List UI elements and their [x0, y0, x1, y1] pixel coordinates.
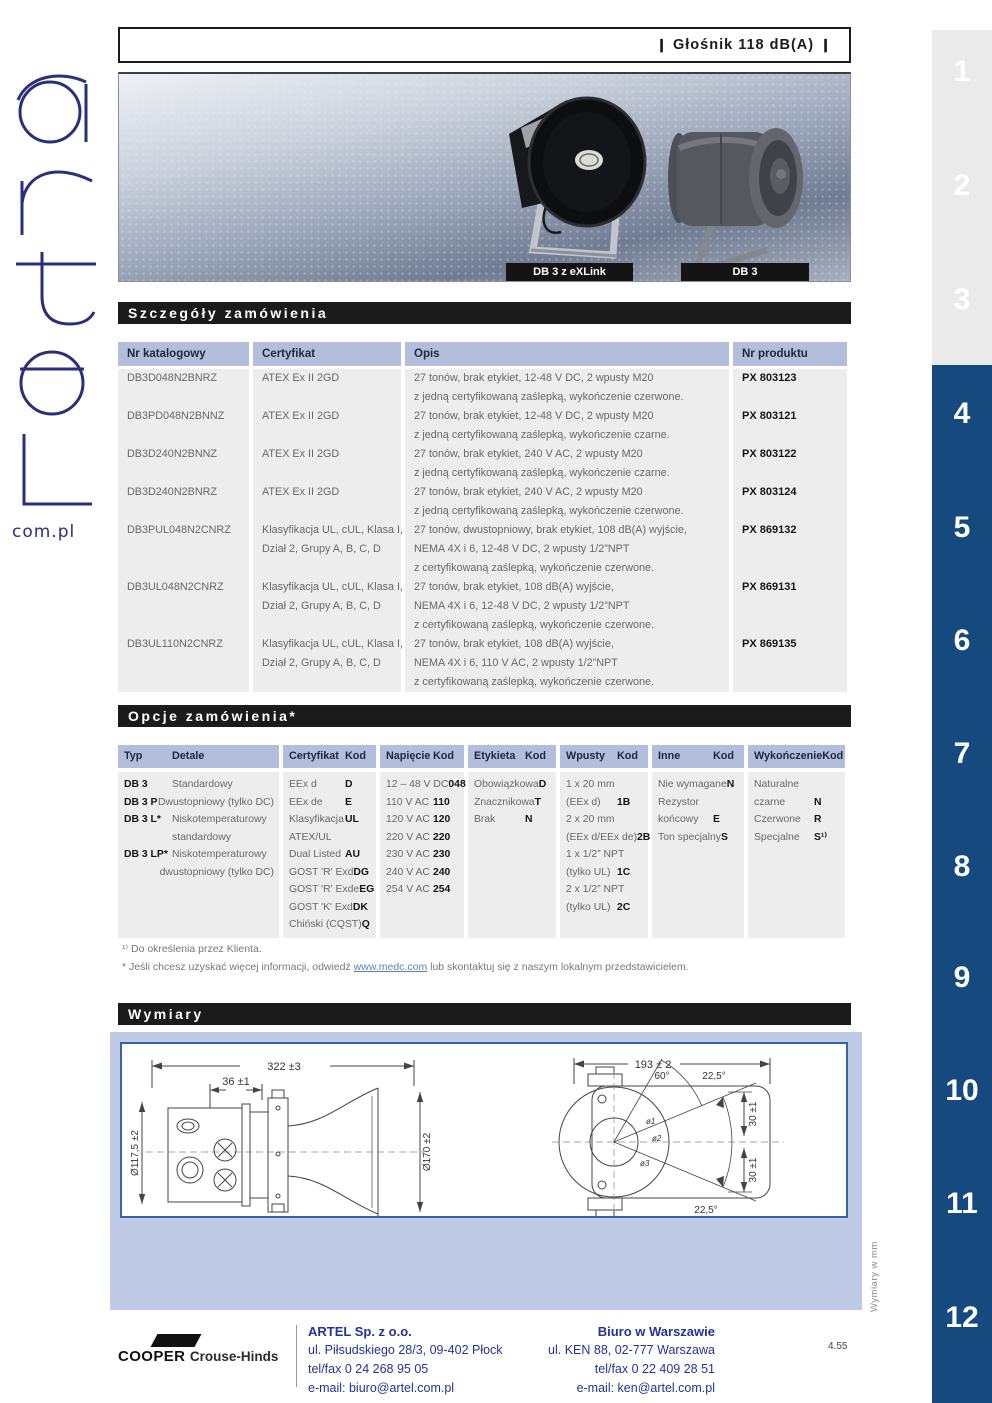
tab-9[interactable]: 9	[953, 961, 971, 994]
catalog-header-cert: Certyfikat	[253, 342, 401, 366]
table-row: DB3D240N2BNNZ	[127, 448, 218, 460]
section-header-options: Opcje zamówienia*	[118, 705, 851, 727]
office-address: ul. KEN 88, 02-777 Warszawa	[548, 1343, 715, 1357]
crouse-hinds-wordmark: Crouse-Hinds	[189, 1349, 279, 1364]
options-header: Wykończenie	[754, 750, 823, 762]
table-row: DB3PUL048N2CNRZ	[127, 524, 231, 536]
table-row: Klasyfikacja UL, cUL, Klasa I, Dział 2, Grupy A, B, C, D	[262, 581, 404, 612]
options-header: Kod	[525, 750, 546, 762]
dim-o1: ø1	[646, 1117, 656, 1126]
dim-117: Ø117,5 ±2	[130, 1130, 141, 1176]
table-row: 27 tonów, brak etykiet, 108 dB(A) wyjście, NEMA 4X i 6, 12-48 V DC, 2 wpusty 1/2”NPT z certyfikowaną zaślepką, wykończenie czerwone.	[414, 581, 655, 631]
table-row: PX 869135	[742, 638, 797, 650]
dim-193: 193 ± 2	[634, 1059, 672, 1071]
options-group-inne: Inne Kod Nie wymagane N Rezystor końcowy E Ton specjalny S	[652, 745, 744, 938]
options-header: Certyfikat	[289, 750, 339, 762]
office-email: e-mail: ken@artel.com.pl	[576, 1381, 715, 1395]
table-row: PX 803124	[742, 486, 797, 498]
technical-drawing-icon	[122, 1044, 846, 1216]
footnote-2-pre: * Jeśli chcesz uzyskać więcej informacji, odwiedź	[122, 961, 354, 973]
catalog-col-px	[733, 342, 847, 692]
catalog-col-opis	[405, 342, 729, 692]
table-row: ATEX Ex II 2GD	[262, 486, 340, 498]
catalog-header-nr: Nr katalogowy	[118, 342, 249, 366]
options-table	[118, 745, 851, 938]
options-header: Kod	[713, 750, 734, 762]
tab-12[interactable]: 12	[945, 1301, 979, 1334]
table-row: Klasyfikacja UL, cUL, Klasa I, Dział 2, Grupy A, B, C, D	[262, 524, 404, 555]
options-group-napiecie: Napięcie Kod 12 – 48 V DC 048 110 V AC 110 120 V AC 120 220 V AC 220 230 V AC 230 240 V AC 240 254 V AC 254	[380, 745, 464, 938]
cooper-crouse-hinds-logo	[118, 1334, 288, 1366]
table-row: PX 803123	[742, 372, 797, 384]
tab-10[interactable]: 10	[945, 1074, 979, 1107]
catalog-header-px: Nr produktu	[733, 342, 847, 366]
table-row: PX 803122	[742, 448, 797, 460]
footnote-1: ¹⁾ Do określenia przez Klienta.	[122, 943, 262, 955]
table-row: PX 869132	[742, 524, 797, 536]
options-header: Detale	[172, 750, 205, 762]
title-box	[118, 27, 851, 63]
options-header: Napięcie	[386, 750, 431, 762]
section-header-ordering: Szczegóły zamówienia	[118, 302, 851, 324]
tab-4-active[interactable]: 4	[953, 397, 971, 430]
table-row: Klasyfikacja UL, cUL, Klasa I, Dział 2, Grupy A, B, C, D	[262, 638, 404, 669]
product-label-db3: DB 3	[681, 263, 809, 281]
tab-2[interactable]: 2	[953, 169, 971, 202]
options-header: Wpusty	[566, 750, 605, 762]
office-name: ARTEL Sp. z o.o.	[308, 1324, 412, 1339]
options-group-etykieta: Etykieta Kod Obowiązkowa D Znacznikowa T Brak N	[468, 745, 556, 938]
dim-30-top: 30 ±1	[748, 1101, 759, 1127]
dim-angle-225-top: 22,5°	[702, 1071, 726, 1082]
office-phone: tel/fax 0 24 268 95 05	[308, 1362, 429, 1376]
tab-5[interactable]: 5	[953, 511, 971, 544]
dim-o2: ø2	[652, 1134, 662, 1143]
options-header: Inne	[658, 750, 681, 762]
footnote-2-post: lub skontaktuj się z naszym lokalnym przedstawicielem.	[427, 961, 689, 973]
cooper-flag-icon	[151, 1334, 202, 1347]
office-name: Biuro w Warszawie	[597, 1324, 715, 1339]
table-row: DB3D048N2BNRZ	[127, 372, 218, 384]
section-header-dimensions: Wymiary	[118, 1003, 851, 1025]
medc-link[interactable]: www.medc.com	[353, 961, 428, 973]
table-row: ATEX Ex II 2GD	[262, 372, 340, 384]
footer-office-warszawa	[470, 1322, 715, 1398]
catalog-col-nr	[118, 342, 249, 692]
options-group-wpusty: Wpusty Kod 1 x 20 mm (EEx d) 1B 2 x 20 mm (EEx d/EEx de) 2B 1 x 1/2” NPT (tylko UL) 1C 2 x 1/2” NPT (tylko UL) 2C	[560, 745, 648, 938]
speakers-photo-icon	[119, 74, 850, 280]
dimensions-panel	[110, 1032, 862, 1310]
office-email: e-mail: biuro@artel.com.pl	[308, 1381, 455, 1395]
footnote-2	[122, 961, 689, 973]
dim-322: 322 ±3	[267, 1061, 301, 1073]
options-header: Typ	[124, 750, 143, 762]
dim-170: Ø170 ±2	[422, 1132, 433, 1172]
title-bar-left-icon: ❙	[656, 37, 667, 52]
table-row: PX 869131	[742, 581, 797, 593]
tab-7[interactable]: 7	[953, 737, 971, 770]
table-row: 27 tonów, brak etykiet, 240 V AC, 2 wpusty M20 z jedną certyfikowaną zaślepką, wykończenie czerwone.	[414, 486, 684, 517]
dim-30-bottom: 30 ±1	[748, 1157, 759, 1183]
options-group-wykonczenie: Wykończenie Kod Naturalne czarne N Czerwone R Specjalne S¹⁾	[748, 745, 845, 938]
tab-6[interactable]: 6	[953, 624, 971, 657]
catalog-header-opis: Opis	[405, 342, 729, 366]
options-header: Kod	[433, 750, 454, 762]
table-row: ATEX Ex II 2GD	[262, 448, 340, 460]
footer-divider	[296, 1325, 297, 1387]
table-row: DB3UL048N2CNRZ	[127, 581, 224, 593]
office-phone: tel/fax 0 22 409 28 51	[594, 1362, 715, 1376]
options-header: Etykieta	[474, 750, 516, 762]
table-row: 27 tonów, brak etykiet, 12-48 V DC, 2 wpusty M20 z jedną certyfikowaną zaślepką, wykończenie czerwone.	[414, 372, 684, 403]
artel-logo-letters-icon	[10, 68, 102, 514]
catalog-col-cert	[253, 342, 404, 692]
dimensions-unit-note: Wymiary w mm	[869, 1241, 880, 1312]
dim-36: 36 ±1	[222, 1076, 250, 1088]
dim-o3: ø3	[640, 1159, 650, 1168]
page-number: 4.55	[828, 1341, 848, 1352]
table-row: DB3PD048N2BNNZ	[127, 410, 225, 422]
dimensions-drawing-box	[120, 1042, 848, 1218]
tab-1[interactable]: 1	[953, 55, 971, 88]
table-row: 27 tonów, brak etykiet, 12-48 V DC, 2 wpusty M20 z jedną certyfikowaną zaślepką, wykończenie czarne.	[414, 410, 670, 441]
table-row: DB3D240N2BNRZ	[127, 486, 218, 498]
product-photo-banner	[118, 72, 851, 282]
tab-3[interactable]: 3	[953, 283, 971, 316]
options-group-certyfikat: Certyfikat Kod EEx d D EEx de E Klasyfikacja UL ATEX/UL Dual Listed AU GOST 'R' Exd DG GOST 'R' Exde EG GOST 'K' Exd DK Chiński (CQST) Q	[283, 745, 376, 938]
table-row: 27 tonów, dwustopniowy, brak etykiet, 108 dB(A) wyjście, NEMA 4X i 6, 12-48 V DC, 2 wpusty 1/2”NPT z certyfikowaną zaślepką, wykończenie czerwone.	[414, 524, 687, 574]
dim-angle-60: 60°	[654, 1071, 670, 1082]
tab-11[interactable]: 11	[946, 1187, 978, 1220]
product-label-db3-exlink: DB 3 z eXLink	[506, 263, 633, 281]
table-row: ATEX Ex II 2GD	[262, 410, 340, 422]
table-row: PX 803121	[742, 410, 797, 422]
table-row: 27 tonów, brak etykiet, 240 V AC, 2 wpusty M20 z jedną certyfikowaną zaślepką, wykończenie czarne.	[414, 448, 670, 479]
title-bar-right-icon: ❙	[820, 37, 831, 52]
table-row: DB3UL110N2CNRZ	[127, 638, 223, 650]
options-group-typ: Typ Detale DB 3 Standardowy DB 3 P Dwustopniowy (tylko DC) DB 3 L* Niskotemperaturowy standardowy DB 3 LP* Niskotemperaturowy dwustopniowy (tylko DC)	[118, 745, 279, 938]
cooper-wordmark: COOPER	[118, 1348, 186, 1365]
office-address: ul. Piłsudskiego 28/3, 09-402 Płock	[308, 1343, 503, 1357]
options-header: Kod	[822, 750, 844, 762]
table-row: 27 tonów, brak etykiet, 108 dB(A) wyjście, NEMA 4X i 6, 110 V AC, 2 wpusty 1/2”NPT z certyfikowaną zaślepką, wykończenie czerwone.	[414, 638, 655, 688]
options-header: Kod	[617, 750, 638, 762]
dim-angle-225-bottom: 22,5°	[694, 1205, 718, 1216]
page-title: Głośnik 118 dB(A)	[673, 37, 815, 53]
artel-domain: com.pl	[12, 522, 76, 542]
artel-logo	[10, 68, 102, 519]
options-header: Kod	[345, 750, 366, 762]
catalog-table	[118, 342, 851, 692]
tab-8[interactable]: 8	[953, 850, 971, 883]
